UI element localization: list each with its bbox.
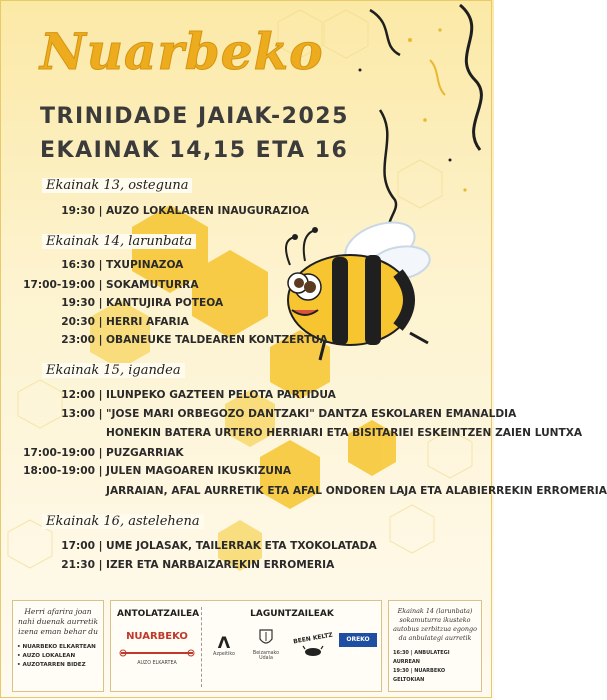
- bus-service-box: Ekainak 14 (larunbata) sokamuturra ikusteko autobus zerbitzua egongo da anbulategi aurretik 16:30 | ANBULATEGI AURREAN 19:30 | NUARBEKO GELTOKIAN: [388, 600, 482, 692]
- sponsor-logo-3: BEEN KELTZ: [291, 635, 335, 661]
- sponsor-logo-1: Λ Azpeitiko: [213, 633, 235, 657]
- sponsor-logo-4: OREKO S.L.: [339, 633, 377, 647]
- schedule-row: 17:00-19:00 | SOKAMUTURRA: [23, 279, 199, 291]
- list-item: 19:30 | NUARBEKO GELTOKIAN: [393, 668, 446, 683]
- organizers-box: [110, 600, 382, 692]
- schedule-row: 13:00 | "JOSE MARI ORBEGOZO DANTZAKI" DANTZA ESKOLAREN EMANALDIA: [61, 408, 517, 420]
- sponsor-logo-2: Beizamako Udala: [247, 629, 285, 661]
- coat-of-arms-icon: [259, 629, 273, 647]
- schedule-row: 16:30 | TXUPINAZOA: [61, 259, 184, 271]
- list-item: • NUARBEKO ELKARTEAN: [17, 644, 96, 650]
- bull-icon: [302, 645, 324, 657]
- list-item: • AUZOTARREN BIDEZ: [17, 662, 86, 668]
- dinner-signup-box: Herri afarira joan nahi duenak aurretik izena eman behar du • NUARBEKO ELKARTEAN • AUZO LOKALEAN • AUZOTARREN BIDEZ: [12, 600, 104, 692]
- divider: [201, 607, 203, 687]
- organizer-logo: NUARBEKO AUZO ELKARTEA: [115, 631, 199, 666]
- schedule-row: 12:00 | ILUNPEKO GAZTEEN PELOTA PARTIDUA: [61, 389, 336, 401]
- schedule-row: 17:00-19:00 | PUZGARRIAK: [23, 447, 184, 459]
- schedule-row-continued: HONEKIN BATERA URTERO HERRIARI ETA BISITARIEI ESKEINTZEN ZAIEN LUNTXA: [106, 427, 583, 439]
- day-heading-16: Ekainak 16, astelehena: [42, 514, 204, 529]
- schedule-row: 23:00 | OBANEUKE TALDEAREN KONTZERTUA: [61, 334, 328, 346]
- bee-illustration: [270, 215, 450, 375]
- schedule-row-continued: JARRAIAN, AFAL AURRETIK ETA AFAL ONDOREN LAJA ETA ALABIERREKIN ERROMERIA: [106, 485, 607, 497]
- confetti-ribbons: [340, 0, 494, 240]
- schedule-row: 20:30 | HERRI AFARIA: [61, 316, 189, 328]
- day-heading-14: Ekainak 14, larunbata: [42, 234, 196, 249]
- festival-dates: EKAINAK 14,15 ETA 16: [40, 138, 349, 163]
- day-heading-15: Ekainak 15, igandea: [42, 363, 185, 378]
- schedule-row: 18:00-19:00 | JULEN MAGOAREN IKUSKIZUNA: [23, 465, 292, 477]
- organizer-heading: ANTOLATZAILEA: [117, 609, 200, 619]
- page-title: Nuarbeko: [40, 22, 324, 81]
- schedule-row: 19:30 | AUZO LOKALAREN INAUGURAZIOA: [61, 205, 310, 217]
- schedule-row: 21:30 | IZER ETA NARBAIZAREKIN ERROMERIA: [61, 559, 335, 571]
- day-heading-13: Ekainak 13, osteguna: [42, 178, 192, 193]
- list-item: • AUZO LOKALEAN: [17, 653, 76, 659]
- schedule-row: 19:30 | KANTUJIRA POTEOA: [61, 297, 224, 309]
- sponsors-heading: LAGUNTZAILEAK: [250, 609, 334, 619]
- list-item: 16:30 | ANBULATEGI AURREAN: [393, 650, 450, 665]
- organizer-ribbon-icon: [117, 649, 197, 657]
- festival-name: TRINIDADE JAIAK-2025: [40, 104, 349, 129]
- schedule-row: 17:00 | UME JOLASAK, TAILERRAK ETA TXOKOLATADA: [61, 540, 377, 552]
